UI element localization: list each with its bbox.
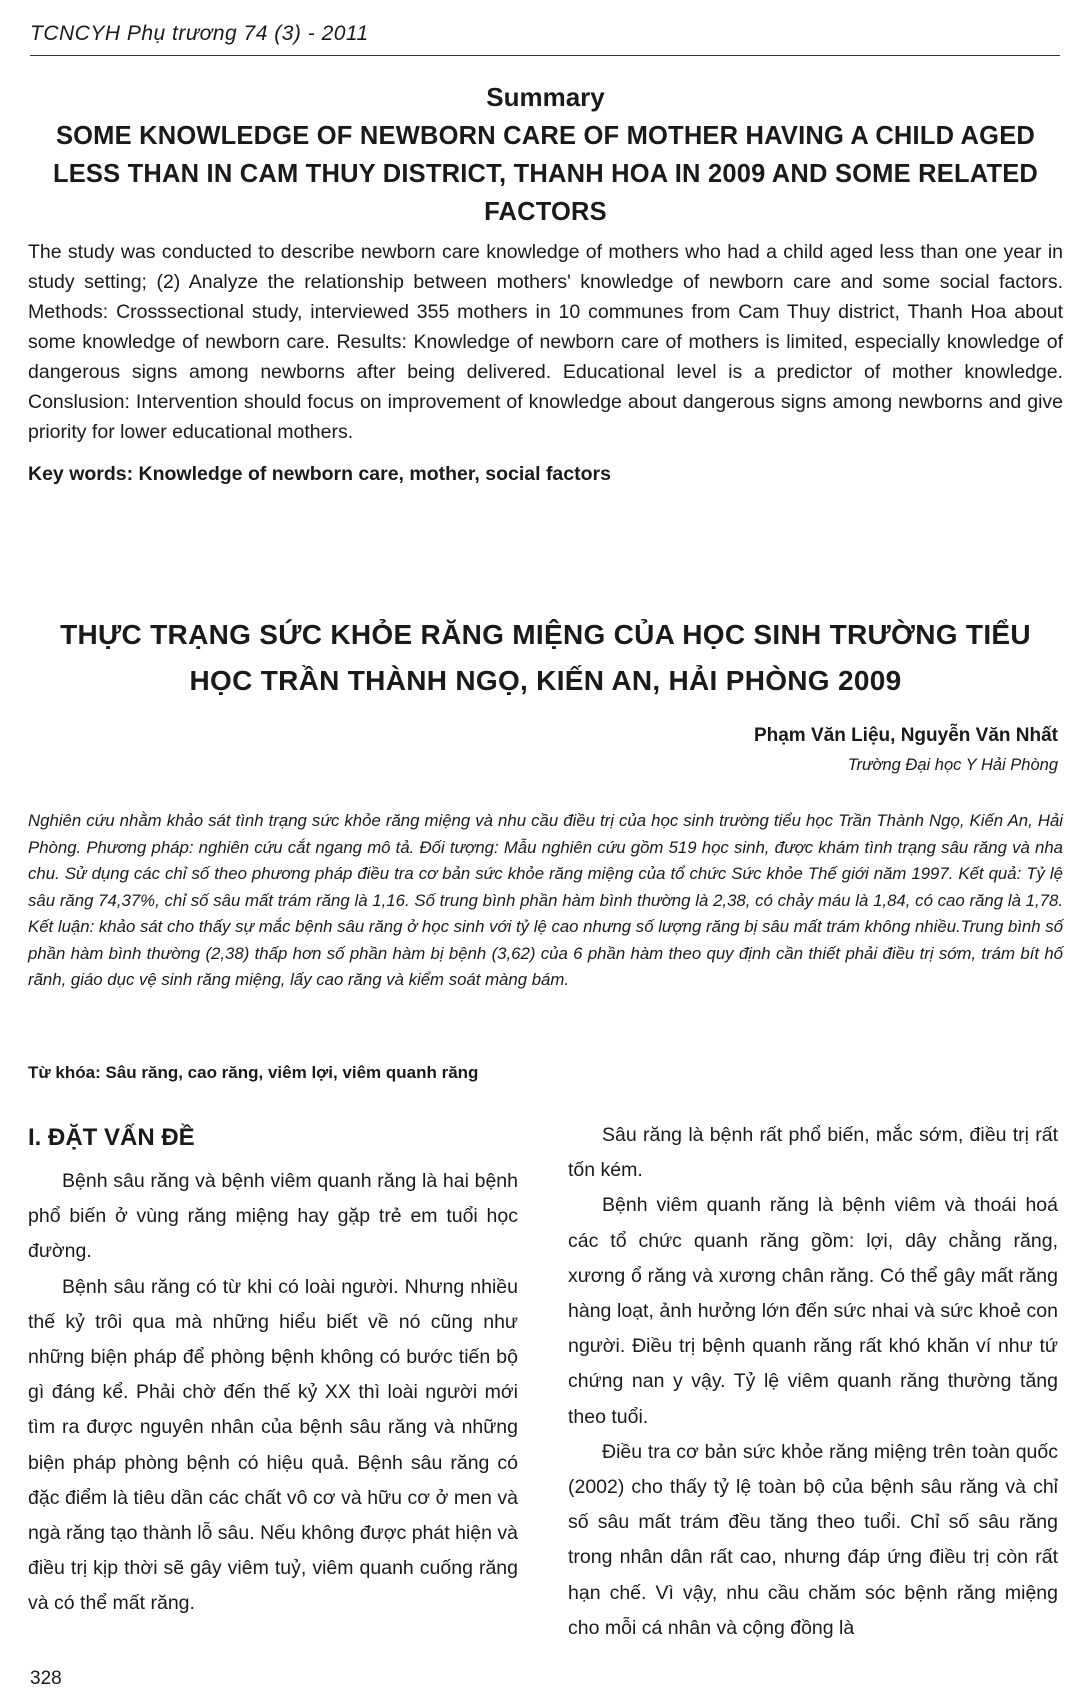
english-summary xyxy=(28,82,1063,486)
body-paragraph: Sâu răng là bệnh rất phổ biến, mắc sớm, điều trị rất tốn kém. xyxy=(568,1124,1058,1182)
body-column-left xyxy=(28,1118,518,1622)
article-authors: Phạm Văn Liệu, Nguyễn Văn Nhất xyxy=(753,725,1058,746)
page-number: 328 xyxy=(30,1668,62,1689)
section-heading: I. ĐẶT VẤN ĐỀ xyxy=(28,1124,195,1151)
running-head: TCNCYH Phụ trương 74 (3) - 2011 xyxy=(30,22,369,45)
article-abstract: Nghiên cứu nhằm khảo sát tình trạng sức khỏe răng miệng và nhu cầu điều trị của học sinh trường tiểu học Trần Thành Ngọ, Kiến An, Hải Phòng. Phương pháp: nghiên cứu cắt ngang mô tả. Đối tượng: Mẫu nghiên cứu gồm 519 học sinh, được khám tình trạng sâu răng và nha chu. Sử dụng các chỉ số theo phương pháp điều tra cơ bản sức khỏe răng miệng của tổ chức Sức khỏe Thế giới năm 1997. Kết quả: Tỷ lệ sâu răng 74,37%, chỉ số sâu mất trám răng là 1,16. Số trung bình phần hàm bình thường là 2,38, có chảy máu là 1,84, có cao răng là 1,78. Kết luận: khảo sát cho thấy sự mắc bệnh sâu răng ở học sinh với tỷ lệ cao nhưng số lượng răng bị sâu mất trám không nhiều.Trung bình số phần hàm bình thường (2,38) thấp hơn số phần hàm bị bệnh (3,62) của 6 phần hàm theo quy định cần thiết phải điều trị sớm, trám bít hố rãnh, giáo dục vệ sinh răng miệng, lấy cao răng và kiểm soát màng bám. xyxy=(28,811,1063,989)
body-paragraph: Bệnh sâu răng có từ khi có loài người. Nhưng nhiều thế kỷ trôi qua mà những hiểu biết về nó cũng như những biện pháp để phòng bệnh không có bước tiến bộ gì đáng kể. Phải chờ đến thế kỷ XX thì loài người mới tìm ra được nguyên nhân của bệnh sâu răng và những biện pháp phòng bệnh có hiệu quả. Bệnh sâu răng có đặc điểm là tiêu dần các chất vô cơ và hữu cơ ở men và ngà răng tạo thành lỗ sâu. Nếu không được phát hiện và điều trị kịp thời sẽ gây viêm tuỷ, viêm quanh cuống răng và có thể mất răng. xyxy=(28,1275,518,1615)
body-paragraph: Bệnh sâu răng và bệnh viêm quanh răng là hai bệnh phổ biến ở vùng răng miệng hay gặp trẻ em tuổi học đường. xyxy=(28,1170,518,1263)
body-paragraph: Bệnh viêm quanh răng là bệnh viêm và thoái hoá các tổ chức quanh răng gồm: lợi, dây chằng răng, xương ổ răng và xương chân răng. Có thể gây mất răng hàng loạt, ảnh hưởng lớn đến sức nhai và sức khoẻ con người. Điều trị bệnh quanh răng rất khó khăn ví như tứ chứng nan y vậy. Tỷ lệ viêm quanh răng thường tăng theo tuổi. xyxy=(568,1194,1058,1428)
body-paragraph: Điều tra cơ bản sức khỏe răng miệng trên toàn quốc (2002) cho thấy tỷ lệ toàn bộ của bệnh sâu răng và chỉ số sâu mất trám đều tăng theo tuổi. Chỉ số sâu răng trong nhân dân rất cao, nhưng đáp ứng điều trị còn rất hạn chế. Vì vậy, nhu cầu chăm sóc bệnh răng miệng cho mỗi cá nhân và cộng đồng là xyxy=(568,1440,1058,1639)
summary-heading: Summary xyxy=(486,82,605,112)
article-keywords: Từ khóa: Sâu răng, cao răng, viêm lợi, viêm quanh răng xyxy=(28,1063,479,1082)
header-rule xyxy=(30,55,1060,56)
english-title: SOME KNOWLEDGE OF NEWBORN CARE OF MOTHER HAVING A CHILD AGED LESS THAN IN CAM THUY DISTRICT, THANH HOA IN 2009 AND SOME RELATED FACTORS xyxy=(52,122,1039,226)
article-affiliation: Trường Đại học Y Hải Phòng xyxy=(847,756,1058,774)
body-column-right xyxy=(568,1118,1058,1646)
english-abstract: The study was conducted to describe newborn care knowledge of mothers who had a child aged less than one year in study setting; (2) Analyze the relationship between mothers' knowledge of newborn care and some social factors. Methods: Crosssectional study, interviewed 355 mothers in 10 communes from Cam Thuy district, Thanh Hoa about some knowledge of newborn care. Results: Knowledge of newborn care of mothers is limited, especially knowledge of dangerous signs among newborns after being delivered. Educational level is a predictor of mother knowledge. Conslusion: Intervention should focus on improvement of knowledge about dangerous signs among newborns and give priority for lower educational mothers. xyxy=(28,241,1063,443)
article-title: THỰC TRẠNG SỨC KHỎE RĂNG MIỆNG CỦA HỌC SINH TRƯỜNG TIỂU HỌC TRẦN THÀNH NGỌ, KIẾN AN, HẢI PHÒNG 2009 xyxy=(60,619,1031,696)
english-keywords: Key words: Knowledge of newborn care, mother, social factors xyxy=(28,463,611,485)
